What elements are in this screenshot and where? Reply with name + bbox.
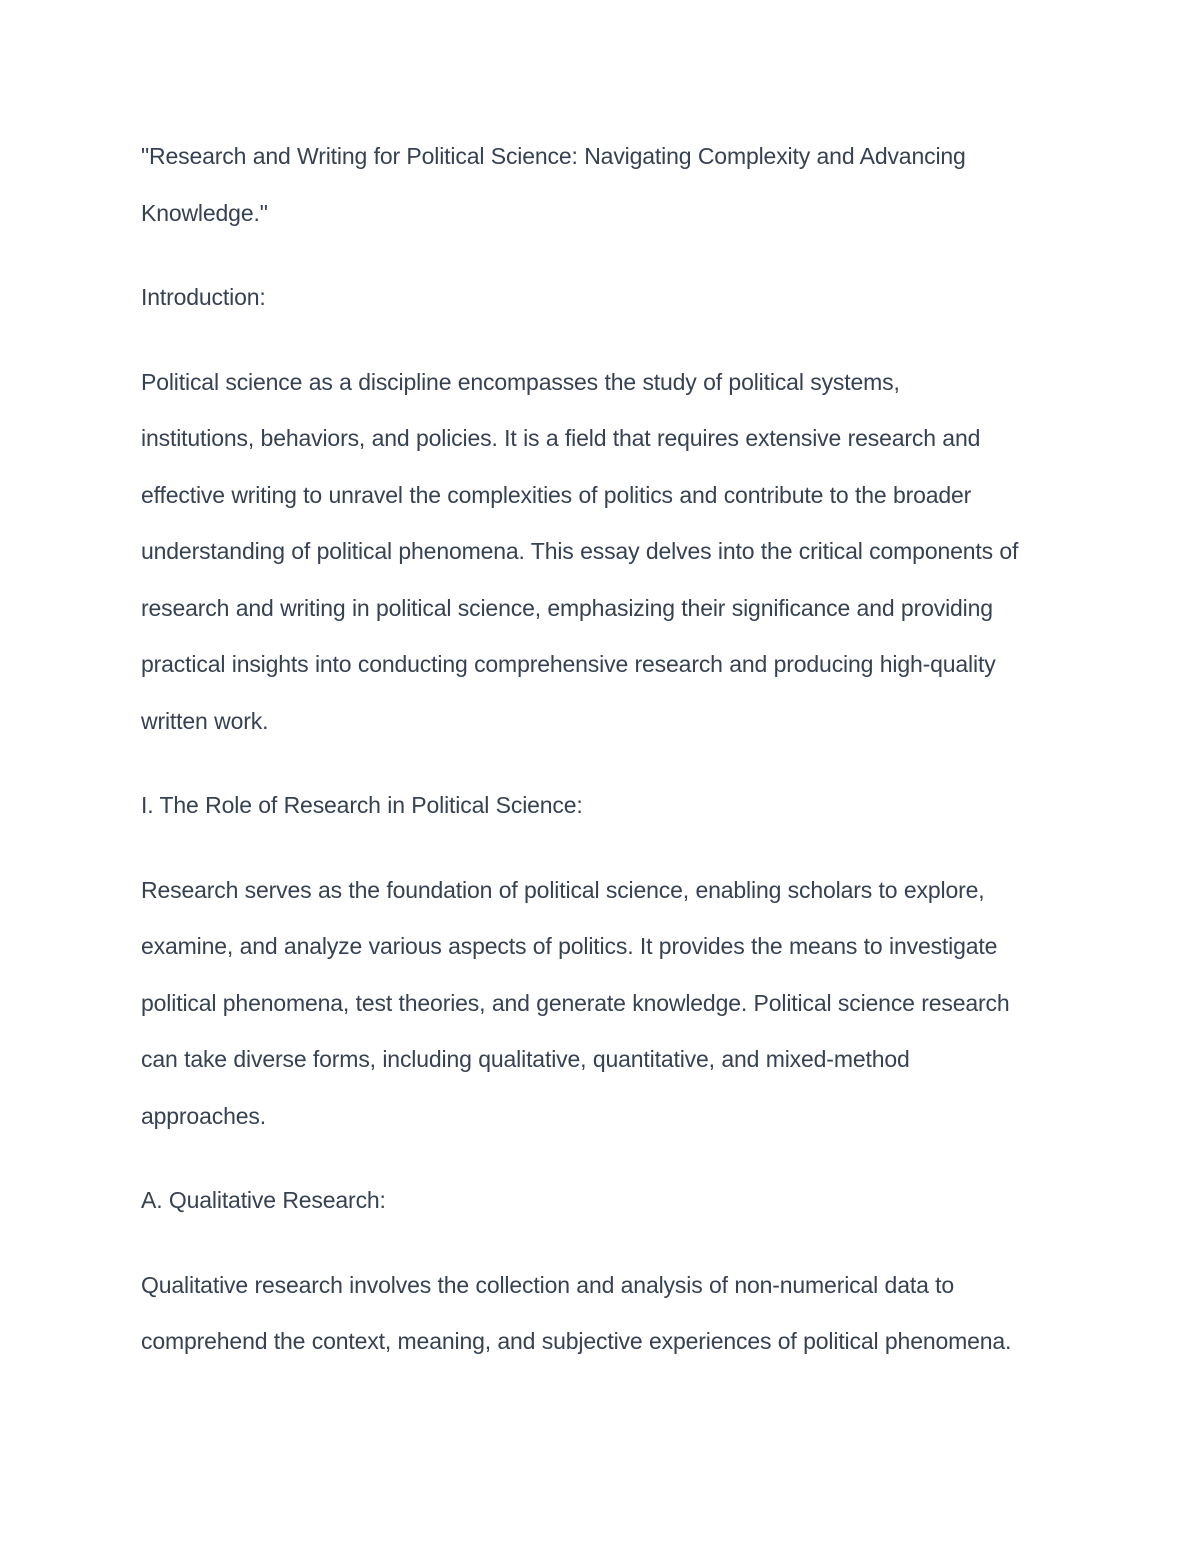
text-line: Research serves as the foundation of political science, enabling scholars to explore, (141, 876, 985, 903)
heading-text: Introduction: (141, 284, 266, 310)
text-line: effective writing to unravel the complexities of politics and contribute to the broader (141, 481, 972, 508)
text-line: approaches. (141, 1102, 266, 1129)
text-line: can take diverse forms, including qualitative, quantitative, and mixed-method (141, 1046, 910, 1072)
intro-paragraph (141, 354, 1081, 750)
title-line: Knowledge." (141, 199, 268, 226)
text-line: practical insights into conducting comprehensive research and producing high-quality (141, 651, 996, 677)
intro-heading (141, 269, 1081, 326)
heading-text: A. Qualitative Research: (141, 1187, 386, 1213)
section-1-heading (141, 777, 1081, 834)
text-line: institutions, behaviors, and policies. It is a field that requires extensive research and (141, 425, 981, 451)
title-line: "Research and Writing for Political Science: Navigating Complexity and Advancing (141, 143, 966, 169)
text-line: research and writing in political science, emphasizing their significance and providing (141, 594, 993, 621)
text-line: examine, and analyze various aspects of politics. It provides the means to investigate (141, 933, 998, 959)
text-line: Qualitative research involves the collection and analysis of non-numerical data to (141, 1271, 955, 1298)
text-line: understanding of political phenomena. This essay delves into the critical components of (141, 538, 1019, 564)
text-line: comprehend the context, meaning, and subjective experiences of political phenomena. (141, 1328, 1012, 1354)
document-title (141, 128, 1081, 241)
heading-text: I. The Role of Research in Political Science: (141, 792, 583, 818)
section-a-paragraph (141, 1257, 1081, 1370)
section-1-paragraph (141, 862, 1081, 1145)
text-line: political phenomena, test theories, and generate knowledge. Political science research (141, 989, 1010, 1016)
text-line: written work. (141, 707, 269, 734)
document-body (141, 128, 1081, 1398)
text-line: Political science as a discipline encompasses the study of political systems, (141, 368, 900, 395)
section-a-heading (141, 1172, 1081, 1229)
